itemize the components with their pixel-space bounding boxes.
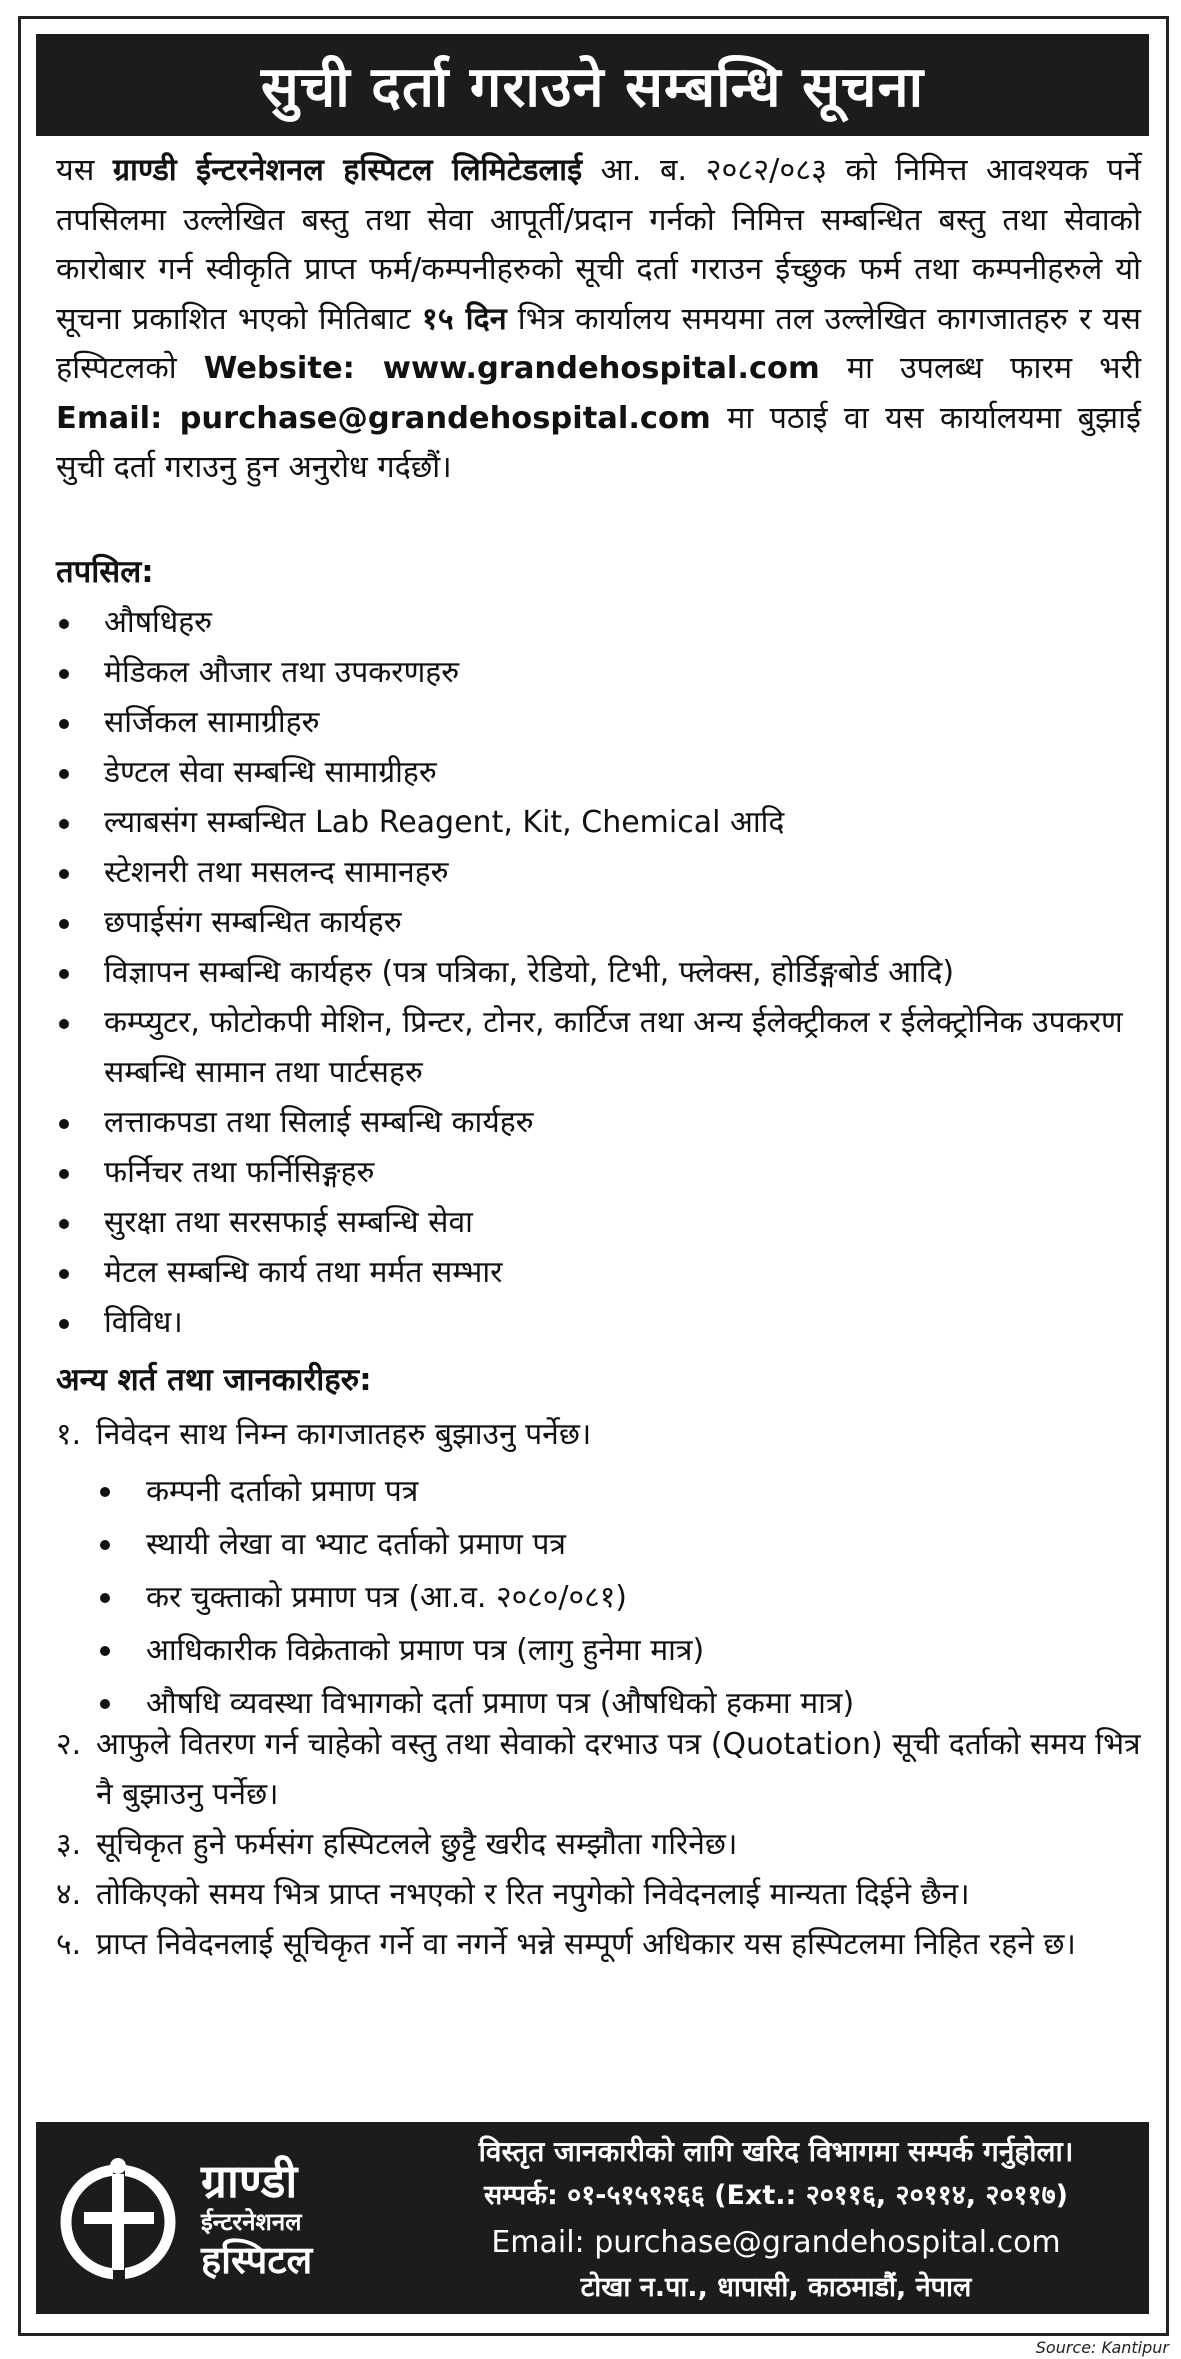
list-item <box>56 998 1146 1098</box>
bullet-icon <box>59 819 69 829</box>
condition-item <box>56 1720 1146 1820</box>
contact-block <box>416 2130 1136 2308</box>
list-item <box>56 1098 1146 1148</box>
bullet-icon <box>59 769 69 779</box>
bullet-icon <box>100 1487 110 1497</box>
website-link[interactable]: Website: www.grandehospital.com <box>203 351 820 386</box>
document-text: आधिकारीक विक्रेताको प्रमाण पत्र (लागु हुनेमा मात्र) <box>146 1633 705 1668</box>
item-text: मेटल सम्बन्धि कार्य तथा मर्मत सम्भार <box>104 1255 503 1290</box>
deadline-days: १५ दिन <box>421 301 507 337</box>
condition-text: तोकिएको समय भित्र प्राप्त नभएको र रित नपुगेको निवेदनलाई मान्यता दिईने छैन। <box>96 1877 970 1912</box>
contact-info-text: विस्तृत जानकारीको लागि खरिद विभागमा सम्पर्क गर्नुहोला। <box>478 2135 1074 2168</box>
bullet-icon <box>59 1019 69 1029</box>
intro-text-5: मा पठाई वा यस कार्यालयमा बुझाई सुची दर्ता गराउनु हुन अनुरोध गर्दछौं। <box>56 400 1141 485</box>
bullet-icon <box>59 1319 69 1329</box>
item-text: सर्जिकल सामाग्रीहरु <box>104 705 320 740</box>
list-item <box>56 1148 1146 1198</box>
bullet-icon <box>59 1119 69 1129</box>
condition-number: २. <box>56 1727 82 1762</box>
document-item <box>96 1571 1146 1624</box>
intro-text-2: आ. ब. २०८२/०८३ को निमित्त आवश्यक पर्ने तपसिलमा उल्लेखित बस्तु तथा सेवा आपूर्ती/प्रदान गर्नको निमित्त सम्बन्धित बस्तु तथा सेवाको कारोबार गर्न स्वीकृति प्राप्त फर्म/कम्पनीहरुको सूची दर्ता गराउन ईच्छुक फर्म तथा कम्पनीहरुले यो सूचना प्रकाशित भएको मितिबाट <box>56 153 1141 337</box>
condition-1 <box>56 1410 1146 1460</box>
document-item <box>96 1518 1146 1571</box>
notice-title: सुची दर्ता गराउने सम्बन्धि सूचना <box>36 34 1149 136</box>
list-item <box>56 698 1146 748</box>
item-text: विज्ञापन सम्बन्धि कार्यहरु (पत्र पत्रिका, रेडियो, टिभी, फ्लेक्स, होर्डिङ्गबोर्ड आदि) <box>104 955 955 990</box>
conditions-heading: अन्य शर्त तथा जानकारीहरु: <box>56 1362 372 1398</box>
list-item <box>56 1248 1146 1298</box>
document-text: स्थायी लेखा वा भ्याट दर्ताको प्रमाण पत्र <box>146 1527 566 1562</box>
intro-paragraph <box>56 146 1141 493</box>
list-item <box>56 1298 1146 1348</box>
item-text: विविध। <box>104 1305 183 1340</box>
condition-item <box>56 1870 1146 1920</box>
phone-number[interactable]: सम्पर्क: ०१-५१५९२६६ (Ext.: २०११६, २०११४, २०११७) <box>484 2180 1068 2211</box>
items-list <box>56 598 1146 1348</box>
item-text: सुरक्षा तथा सरसफाई सम्बन्धि सेवा <box>104 1205 473 1240</box>
bullet-icon <box>59 619 69 629</box>
condition-number: १. <box>56 1417 82 1452</box>
list-item <box>56 1198 1146 1248</box>
condition-text: आफुले वितरण गर्न चाहेको वस्तु तथा सेवाको दरभाउ पत्र (Quotation) सूची दर्ताको समय भित्र नै बुझाउनु पर्नेछ। <box>96 1727 1141 1812</box>
item-text: लत्ताकपडा तथा सिलाई सम्बन्धि कार्यहरु <box>104 1105 534 1140</box>
document-text: औषधि व्यवस्था विभागको दर्ता प्रमाण पत्र (औषधिको हकमा मात्र) <box>146 1686 855 1721</box>
condition-item <box>56 1410 1146 1460</box>
address: टोखा न.पा., धापासी, काठमाडौं, नेपाल <box>580 2272 972 2303</box>
bullet-icon <box>100 1593 110 1603</box>
list-item <box>56 648 1146 698</box>
hospital-logo <box>56 2152 396 2292</box>
item-text: ल्याबसंग सम्बन्धित Lab Reagent, Kit, Chemical आदि <box>104 805 785 840</box>
condition-text: प्राप्त निवेदनलाई सूचिकृत गर्ने वा नगर्ने भन्ने सम्पूर्ण अधिकार यस हस्पिटलमा निहित रहने छ। <box>96 1927 1076 1962</box>
list-item <box>56 798 1146 848</box>
logo-wordmark <box>201 2156 401 2282</box>
condition-number: ३. <box>56 1827 82 1862</box>
list-item <box>56 748 1146 798</box>
condition-item <box>56 1920 1146 1970</box>
item-text: छपाईसंग सम्बन्धित कार्यहरु <box>104 905 402 940</box>
intro-text-1: यस <box>56 153 113 188</box>
bullet-icon <box>59 669 69 679</box>
document-item <box>96 1624 1146 1677</box>
footer-email[interactable]: Email: purchase@grandehospital.com <box>491 2225 1061 2260</box>
email-link[interactable]: Email: purchase@grandehospital.com <box>56 400 711 436</box>
bullet-icon <box>59 919 69 929</box>
list-item <box>56 898 1146 948</box>
hospital-logo-icon <box>56 2152 186 2292</box>
logo-line-3: हस्पिटल <box>201 2238 313 2282</box>
list-item <box>56 598 1146 648</box>
list-item <box>56 948 1146 998</box>
item-text: स्टेशनरी तथा मसलन्द सामानहरु <box>104 855 449 890</box>
bullet-icon <box>59 869 69 879</box>
document-item <box>96 1465 1146 1518</box>
bullet-icon <box>100 1540 110 1550</box>
bullet-icon <box>59 719 69 729</box>
hospital-name: ग्राण्डी ईन्टरनेशनल हस्पिटल लिमिटेडलाई <box>112 153 583 188</box>
conditions-list <box>56 1720 1146 1970</box>
document-text: कर चुक्ताको प्रमाण पत्र (आ.व. २०८०/०८१) <box>146 1580 627 1615</box>
condition-text: सूचिकृत हुने फर्मसंग हस्पिटलले छुट्टै खरीद सम्झौता गरिनेछ। <box>96 1827 738 1862</box>
bullet-icon <box>100 1646 110 1656</box>
bullet-icon <box>59 1219 69 1229</box>
document-text: कम्पनी दर्ताको प्रमाण पत्र <box>146 1474 419 1509</box>
item-text: कम्प्युटर, फोटोकपी मेशिन, प्रिन्टर, टोनर, कार्टिज तथा अन्य ईलेक्ट्रीकल र ईलेक्ट्रोनिक उपकरण सम्बन्धि सामान तथा पार्टसहरु <box>104 1005 1123 1090</box>
logo-line-2: ईन्टरनेशनल <box>201 2208 302 2236</box>
intro-text-4: मा उपलब्ध फारम भरी <box>819 351 1141 386</box>
documents-list <box>96 1465 1146 1730</box>
condition-text: निवेदन साथ निम्न कागजातहरु बुझाउनु पर्नेछ। <box>96 1417 592 1452</box>
bullet-icon <box>59 1169 69 1179</box>
footer-bar <box>36 2122 1149 2314</box>
item-text: मेडिकल औजार तथा उपकरणहरु <box>104 655 460 690</box>
condition-number: ५. <box>56 1927 82 1962</box>
source-credit: Source: Kantipur <box>1035 2338 1169 2357</box>
bullet-icon <box>59 1269 69 1279</box>
item-text: डेण्टल सेवा सम्बन्धि सामाग्रीहरु <box>104 755 437 790</box>
condition-item <box>56 1820 1146 1870</box>
logo-line-1: ग्राण्डी <box>201 2154 298 2208</box>
list-item <box>56 848 1146 898</box>
intro-text-3: भित्र कार्यालय समयमा तल उल्लेखित कागजातहरु र यस हस्पिटलको <box>56 301 1141 386</box>
condition-number: ४. <box>56 1877 82 1912</box>
tapsil-heading: तपसिल: <box>56 554 154 590</box>
item-text: औषधिहरु <box>104 605 213 640</box>
bullet-icon <box>59 969 69 979</box>
bullet-icon <box>100 1699 110 1709</box>
item-text: फर्निचर तथा फर्निसिङ्गहरु <box>104 1155 375 1190</box>
